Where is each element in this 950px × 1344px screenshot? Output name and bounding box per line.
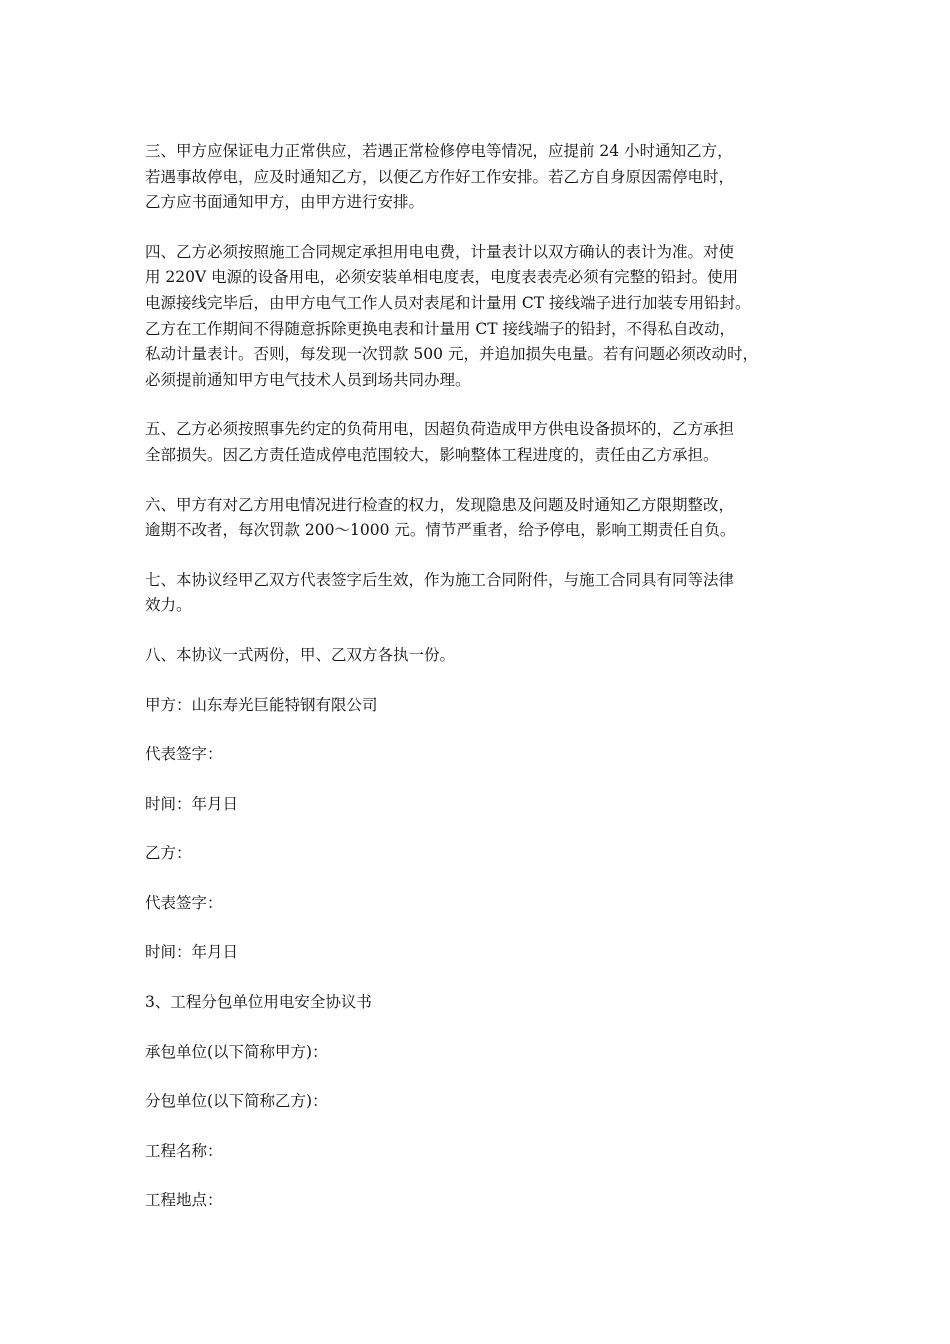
party-a xyxy=(145,693,810,719)
text-line: 3、工程分包单位用电安全协议书 xyxy=(145,993,372,1012)
text-line: 四、乙方必须按照施工合同规定承担用电电费，计量表计以双方确认的表计为准。对使 xyxy=(145,242,735,261)
text-line: 工程地点： xyxy=(145,1191,223,1210)
text-line: 代表签字： xyxy=(145,893,223,912)
text-line: 效力。 xyxy=(145,596,192,615)
party-b-date xyxy=(145,940,810,966)
clause-6 xyxy=(145,493,810,544)
text-line: 承包单位(以下简称甲方)： xyxy=(145,1042,328,1061)
text-line: 三、甲方应保证电力正常供应，若遇正常检修停电等情况，应提前 24 小时通知乙方， xyxy=(145,142,733,160)
clause-5 xyxy=(145,417,810,468)
text-line: 六、甲方有对乙方用电情况进行检查的权力，发现隐患及问题及时通知乙方限期整改， xyxy=(145,495,735,514)
text-line: 七、本协议经甲乙双方代表签字后生效，作为施工合同附件，与施工合同具有同等法律 xyxy=(145,570,735,589)
text-line: 八、本协议一式两份，甲、乙双方各执一份。 xyxy=(145,645,456,664)
text-line: 时间：年月日 xyxy=(145,943,239,962)
project-name-field xyxy=(145,1139,810,1165)
text-line: 乙方在工作期间不得随意拆除更换电表和计量用 CT 接线端子的铅封，不得私自改动， xyxy=(145,319,736,338)
subcontractor-field xyxy=(145,1089,810,1115)
contractor-field xyxy=(145,1040,810,1066)
text-line: 乙方应书面通知甲方，由甲方进行安排。 xyxy=(145,193,425,212)
text-line: 逾期不改者，每次罚款 200～1000 元。情节严重者，给予停电，影响工期责任自负。 xyxy=(145,521,736,540)
text-line: 用 220V 电源的设备用电，必须安装单相电度表，电度表表壳必须有完整的铅封。使用 xyxy=(145,268,739,287)
party-a-date xyxy=(145,792,810,818)
document-body xyxy=(145,139,810,1238)
text-line: 乙方： xyxy=(145,844,192,863)
text-line: 全部损失。因乙方责任造成停电范围较大，影响整体工程进度的，责任由乙方承担。 xyxy=(145,445,719,464)
text-line: 私动计量表计。否则，每发现一次罚款 500 元，并追加损失电量。若有问题必须改动时， xyxy=(145,345,758,364)
clause-8 xyxy=(145,643,810,669)
project-location-field xyxy=(145,1188,810,1214)
clause-3 xyxy=(145,139,810,216)
text-line: 时间：年月日 xyxy=(145,794,239,813)
text-line: 电源接线完毕后，由甲方电气工作人员对表尾和计量用 CT 接线端子进行加装专用铅封。 xyxy=(145,293,751,312)
text-line: 若遇事故停电，应及时通知乙方，以便乙方作好工作安排。若乙方自身原因需停电时， xyxy=(145,167,735,186)
party-a-signature xyxy=(145,742,810,768)
text-line: 甲方：山东寿光巨能特钢有限公司 xyxy=(145,695,378,714)
section-title xyxy=(145,990,810,1016)
clause-4 xyxy=(145,240,810,394)
text-line: 必须提前通知甲方电气技术人员到场共同办理。 xyxy=(145,370,471,389)
party-b-signature xyxy=(145,891,810,917)
text-line: 五、乙方必须按照事先约定的负荷用电，因超负荷造成甲方供电设备损坏的，乙方承担 xyxy=(145,420,735,439)
text-line: 代表签字： xyxy=(145,745,223,764)
text-line: 分包单位(以下简称乙方)： xyxy=(145,1092,328,1111)
party-b xyxy=(145,841,810,867)
text-line: 工程名称： xyxy=(145,1141,223,1160)
clause-7 xyxy=(145,568,810,619)
